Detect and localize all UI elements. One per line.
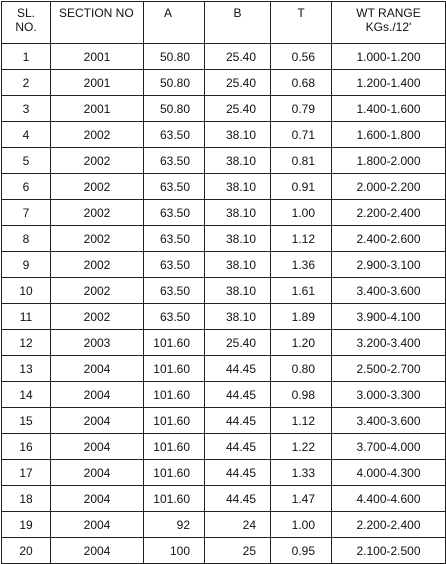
cell-a: 101.60 (144, 434, 205, 460)
table-row (2, 486, 446, 512)
cell-section-no: 2002 (51, 304, 144, 330)
cell-wt-range: 3.200-3.400 (332, 330, 446, 356)
cell-b: 24 (205, 512, 271, 538)
table-row (2, 330, 446, 356)
table-row (2, 304, 446, 330)
header-wt-line2: KGs./12' (365, 20, 412, 34)
cell-section-no: 2002 (51, 122, 144, 148)
table-row (2, 460, 446, 486)
table-body (2, 44, 446, 564)
cell-b: 38.10 (205, 226, 271, 252)
header-row (2, 2, 446, 44)
cell-wt-range: 1.400-1.600 (332, 96, 446, 122)
cell-section-no: 2004 (51, 408, 144, 434)
cell-a: 50.80 (144, 70, 205, 96)
cell-wt-range: 1.200-1.400 (332, 70, 446, 96)
table-row (2, 148, 446, 174)
header-section-no: SECTION NO (51, 2, 144, 44)
cell-wt-range: 3.400-3.600 (332, 278, 446, 304)
table-row (2, 122, 446, 148)
cell-sl-no: 16 (2, 434, 51, 460)
header-sl-no (2, 2, 51, 44)
table-row (2, 408, 446, 434)
cell-a: 63.50 (144, 200, 205, 226)
cell-b: 38.10 (205, 200, 271, 226)
cell-section-no: 2003 (51, 330, 144, 356)
cell-b: 44.45 (205, 486, 271, 512)
cell-wt-range: 2.100-2.500 (332, 538, 446, 564)
cell-a: 100 (144, 538, 205, 564)
cell-b: 38.10 (205, 304, 271, 330)
section-spec-table (1, 1, 446, 564)
cell-a: 63.50 (144, 226, 205, 252)
cell-a: 63.50 (144, 304, 205, 330)
cell-t: 0.79 (271, 96, 332, 122)
cell-t: 1.00 (271, 512, 332, 538)
cell-section-no: 2001 (51, 44, 144, 70)
cell-a: 63.50 (144, 148, 205, 174)
cell-sl-no: 3 (2, 96, 51, 122)
cell-sl-no: 6 (2, 174, 51, 200)
cell-b: 25.40 (205, 330, 271, 356)
cell-section-no: 2004 (51, 434, 144, 460)
cell-t: 0.98 (271, 382, 332, 408)
cell-wt-range: 4.400-4.600 (332, 486, 446, 512)
cell-a: 63.50 (144, 252, 205, 278)
table-row (2, 434, 446, 460)
table-row (2, 226, 446, 252)
cell-wt-range: 1.000-1.200 (332, 44, 446, 70)
cell-section-no: 2002 (51, 148, 144, 174)
cell-sl-no: 12 (2, 330, 51, 356)
cell-t: 0.91 (271, 174, 332, 200)
cell-section-no: 2004 (51, 382, 144, 408)
header-sl-line1: SL. (16, 6, 35, 20)
cell-b: 38.10 (205, 174, 271, 200)
cell-b: 38.10 (205, 122, 271, 148)
cell-t: 0.68 (271, 70, 332, 96)
cell-sl-no: 14 (2, 382, 51, 408)
table-row (2, 44, 446, 70)
cell-b: 38.10 (205, 252, 271, 278)
cell-sl-no: 20 (2, 538, 51, 564)
cell-sl-no: 15 (2, 408, 51, 434)
cell-t: 1.12 (271, 408, 332, 434)
cell-t: 1.36 (271, 252, 332, 278)
cell-b: 25.40 (205, 96, 271, 122)
cell-wt-range: 4.000-4.300 (332, 460, 446, 486)
cell-b: 38.10 (205, 278, 271, 304)
cell-sl-no: 5 (2, 148, 51, 174)
cell-t: 1.12 (271, 226, 332, 252)
cell-b: 25 (205, 538, 271, 564)
header-t: T (271, 2, 332, 44)
cell-wt-range: 2.500-2.700 (332, 356, 446, 382)
cell-sl-no: 18 (2, 486, 51, 512)
cell-wt-range: 3.400-3.600 (332, 408, 446, 434)
cell-sl-no: 7 (2, 200, 51, 226)
cell-section-no: 2001 (51, 96, 144, 122)
cell-sl-no: 19 (2, 512, 51, 538)
cell-a: 101.60 (144, 486, 205, 512)
cell-t: 0.81 (271, 148, 332, 174)
cell-section-no: 2004 (51, 460, 144, 486)
cell-t: 1.61 (271, 278, 332, 304)
cell-a: 92 (144, 512, 205, 538)
cell-wt-range: 1.600-1.800 (332, 122, 446, 148)
cell-a: 50.80 (144, 96, 205, 122)
cell-section-no: 2002 (51, 200, 144, 226)
cell-section-no: 2002 (51, 174, 144, 200)
cell-a: 101.60 (144, 330, 205, 356)
cell-wt-range: 2.900-3.100 (332, 252, 446, 278)
cell-sl-no: 10 (2, 278, 51, 304)
cell-t: 1.33 (271, 460, 332, 486)
cell-wt-range: 2.200-2.400 (332, 512, 446, 538)
header-wt-line1: WT RANGE (356, 6, 421, 20)
table-header (2, 2, 446, 44)
cell-t: 1.20 (271, 330, 332, 356)
cell-t: 1.89 (271, 304, 332, 330)
cell-a: 101.60 (144, 356, 205, 382)
cell-a: 63.50 (144, 278, 205, 304)
table-row (2, 356, 446, 382)
cell-a: 63.50 (144, 174, 205, 200)
cell-a: 50.80 (144, 44, 205, 70)
cell-b: 25.40 (205, 44, 271, 70)
spec-table-wrapper (1, 1, 446, 564)
table-row (2, 200, 446, 226)
header-b: B (205, 2, 271, 44)
cell-b: 38.10 (205, 148, 271, 174)
cell-t: 1.47 (271, 486, 332, 512)
cell-wt-range: 3.900-4.100 (332, 304, 446, 330)
cell-section-no: 2001 (51, 70, 144, 96)
header-sl-line2: NO. (15, 20, 37, 34)
cell-b: 44.45 (205, 356, 271, 382)
cell-sl-no: 1 (2, 44, 51, 70)
cell-b: 25.40 (205, 70, 271, 96)
cell-wt-range: 3.000-3.300 (332, 382, 446, 408)
table-row (2, 174, 446, 200)
cell-sl-no: 4 (2, 122, 51, 148)
table-row (2, 70, 446, 96)
cell-section-no: 2004 (51, 538, 144, 564)
cell-t: 0.71 (271, 122, 332, 148)
cell-a: 101.60 (144, 382, 205, 408)
cell-a: 63.50 (144, 122, 205, 148)
cell-b: 44.45 (205, 408, 271, 434)
cell-sl-no: 9 (2, 252, 51, 278)
cell-section-no: 2004 (51, 486, 144, 512)
cell-b: 44.45 (205, 460, 271, 486)
table-row (2, 252, 446, 278)
cell-sl-no: 17 (2, 460, 51, 486)
cell-wt-range: 2.400-2.600 (332, 226, 446, 252)
cell-a: 101.60 (144, 460, 205, 486)
cell-t: 1.22 (271, 434, 332, 460)
header-a: A (144, 2, 205, 44)
cell-sl-no: 11 (2, 304, 51, 330)
cell-t: 0.56 (271, 44, 332, 70)
cell-wt-range: 3.700-4.000 (332, 434, 446, 460)
header-wt-range (332, 2, 446, 44)
cell-t: 0.80 (271, 356, 332, 382)
cell-wt-range: 2.200-2.400 (332, 200, 446, 226)
cell-wt-range: 1.800-2.000 (332, 148, 446, 174)
cell-sl-no: 2 (2, 70, 51, 96)
cell-b: 44.45 (205, 382, 271, 408)
cell-b: 44.45 (205, 434, 271, 460)
cell-sl-no: 8 (2, 226, 51, 252)
table-row (2, 278, 446, 304)
cell-t: 1.00 (271, 200, 332, 226)
cell-section-no: 2002 (51, 252, 144, 278)
cell-section-no: 2002 (51, 278, 144, 304)
table-row (2, 382, 446, 408)
cell-sl-no: 13 (2, 356, 51, 382)
cell-section-no: 2002 (51, 226, 144, 252)
cell-wt-range: 2.000-2.200 (332, 174, 446, 200)
cell-a: 101.60 (144, 408, 205, 434)
table-row (2, 538, 446, 564)
table-row (2, 96, 446, 122)
cell-section-no: 2004 (51, 356, 144, 382)
cell-t: 0.95 (271, 538, 332, 564)
cell-section-no: 2004 (51, 512, 144, 538)
